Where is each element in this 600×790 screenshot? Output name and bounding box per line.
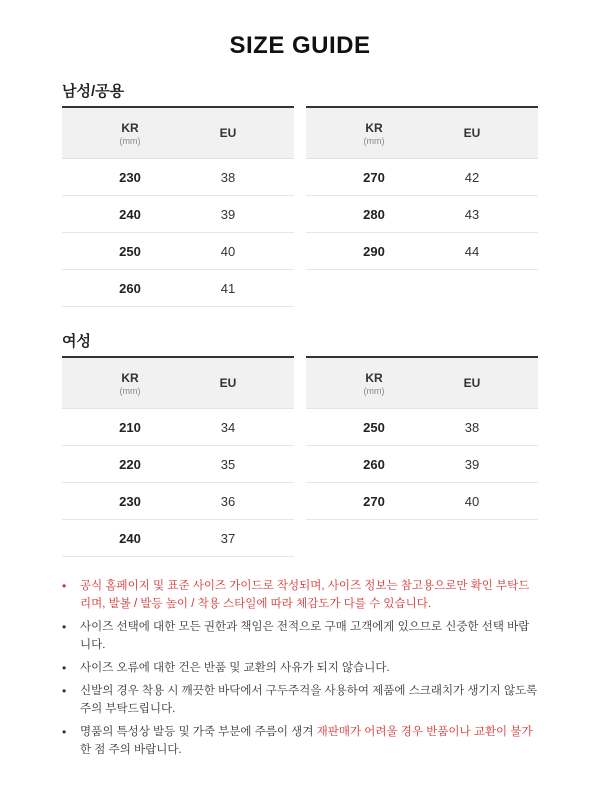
table-row: 270 42	[306, 159, 538, 196]
table-row: 210 34	[62, 409, 294, 446]
table-row: 260 41	[62, 270, 294, 307]
men-size-table-left	[62, 106, 294, 307]
table-row: 270 40	[306, 483, 538, 520]
list-item: • 사이즈 선택에 대한 모든 권한과 책임은 전적으로 구매 고객에게 있으므로 신중한 선택 바랍니다.	[62, 620, 530, 651]
bullet-icon: •	[62, 684, 67, 698]
table-header	[62, 358, 294, 409]
page-title: SIZE GUIDE	[229, 32, 371, 59]
women-size-table-right	[306, 356, 538, 520]
header-eu: EU	[463, 376, 481, 390]
table-row: 240 37	[62, 520, 294, 557]
table-header	[306, 108, 538, 159]
bullet-icon: •	[62, 620, 67, 634]
list-item: • 공식 홈페이지 및 표준 사이즈 가이드로 작성되며, 사이즈 정보는 참고용으로만 확인 부탁드리며, 발볼 / 발등 높이 / 착용 스타일에 따라 체감도가 다를 수 있습니다.	[62, 579, 530, 610]
list-item: • 신발의 경우 착용 시 깨끗한 바닥에서 구두주걱을 사용하여 제품에 스크래치가 생기지 않도록 주의 부탁드립니다.	[62, 684, 538, 715]
table-header	[306, 358, 538, 409]
table-row: 260 39	[306, 446, 538, 483]
header-eu: EU	[219, 126, 237, 140]
header-eu: EU	[219, 376, 237, 390]
table-row: 230 38	[62, 159, 294, 196]
header-kr: KR (mm)	[119, 370, 141, 396]
bullet-icon: •	[62, 579, 67, 593]
women-size-table-left	[62, 356, 294, 557]
section-title-women: 여성	[62, 333, 91, 350]
table-row: 250 38	[306, 409, 538, 446]
list-item: • 명품의 특성상 발등 및 가죽 부분에 주름이 생겨 재판매가 어려울 경우 반품이나 교환이 불가한 점 주의 바랍니다.	[62, 725, 533, 756]
table-row: 250 40	[62, 233, 294, 270]
table-row: 220 35	[62, 446, 294, 483]
header-eu: EU	[463, 126, 481, 140]
notes-list	[60, 577, 540, 764]
table-row: 290 44	[306, 233, 538, 270]
table-header	[62, 108, 294, 159]
list-item: • 사이즈 오류에 대한 건은 반품 및 교환의 사유가 되지 않습니다.	[62, 661, 390, 675]
bullet-icon: •	[62, 661, 67, 675]
header-kr: KR (mm)	[363, 120, 385, 146]
men-size-table-right	[306, 106, 538, 270]
header-kr: KR (mm)	[119, 120, 141, 146]
table-row: 280 43	[306, 196, 538, 233]
bullet-icon: •	[62, 725, 67, 739]
table-row: 240 39	[62, 196, 294, 233]
table-row: 230 36	[62, 483, 294, 520]
header-kr: KR (mm)	[363, 370, 385, 396]
section-title-men: 남성/공용	[62, 83, 125, 100]
